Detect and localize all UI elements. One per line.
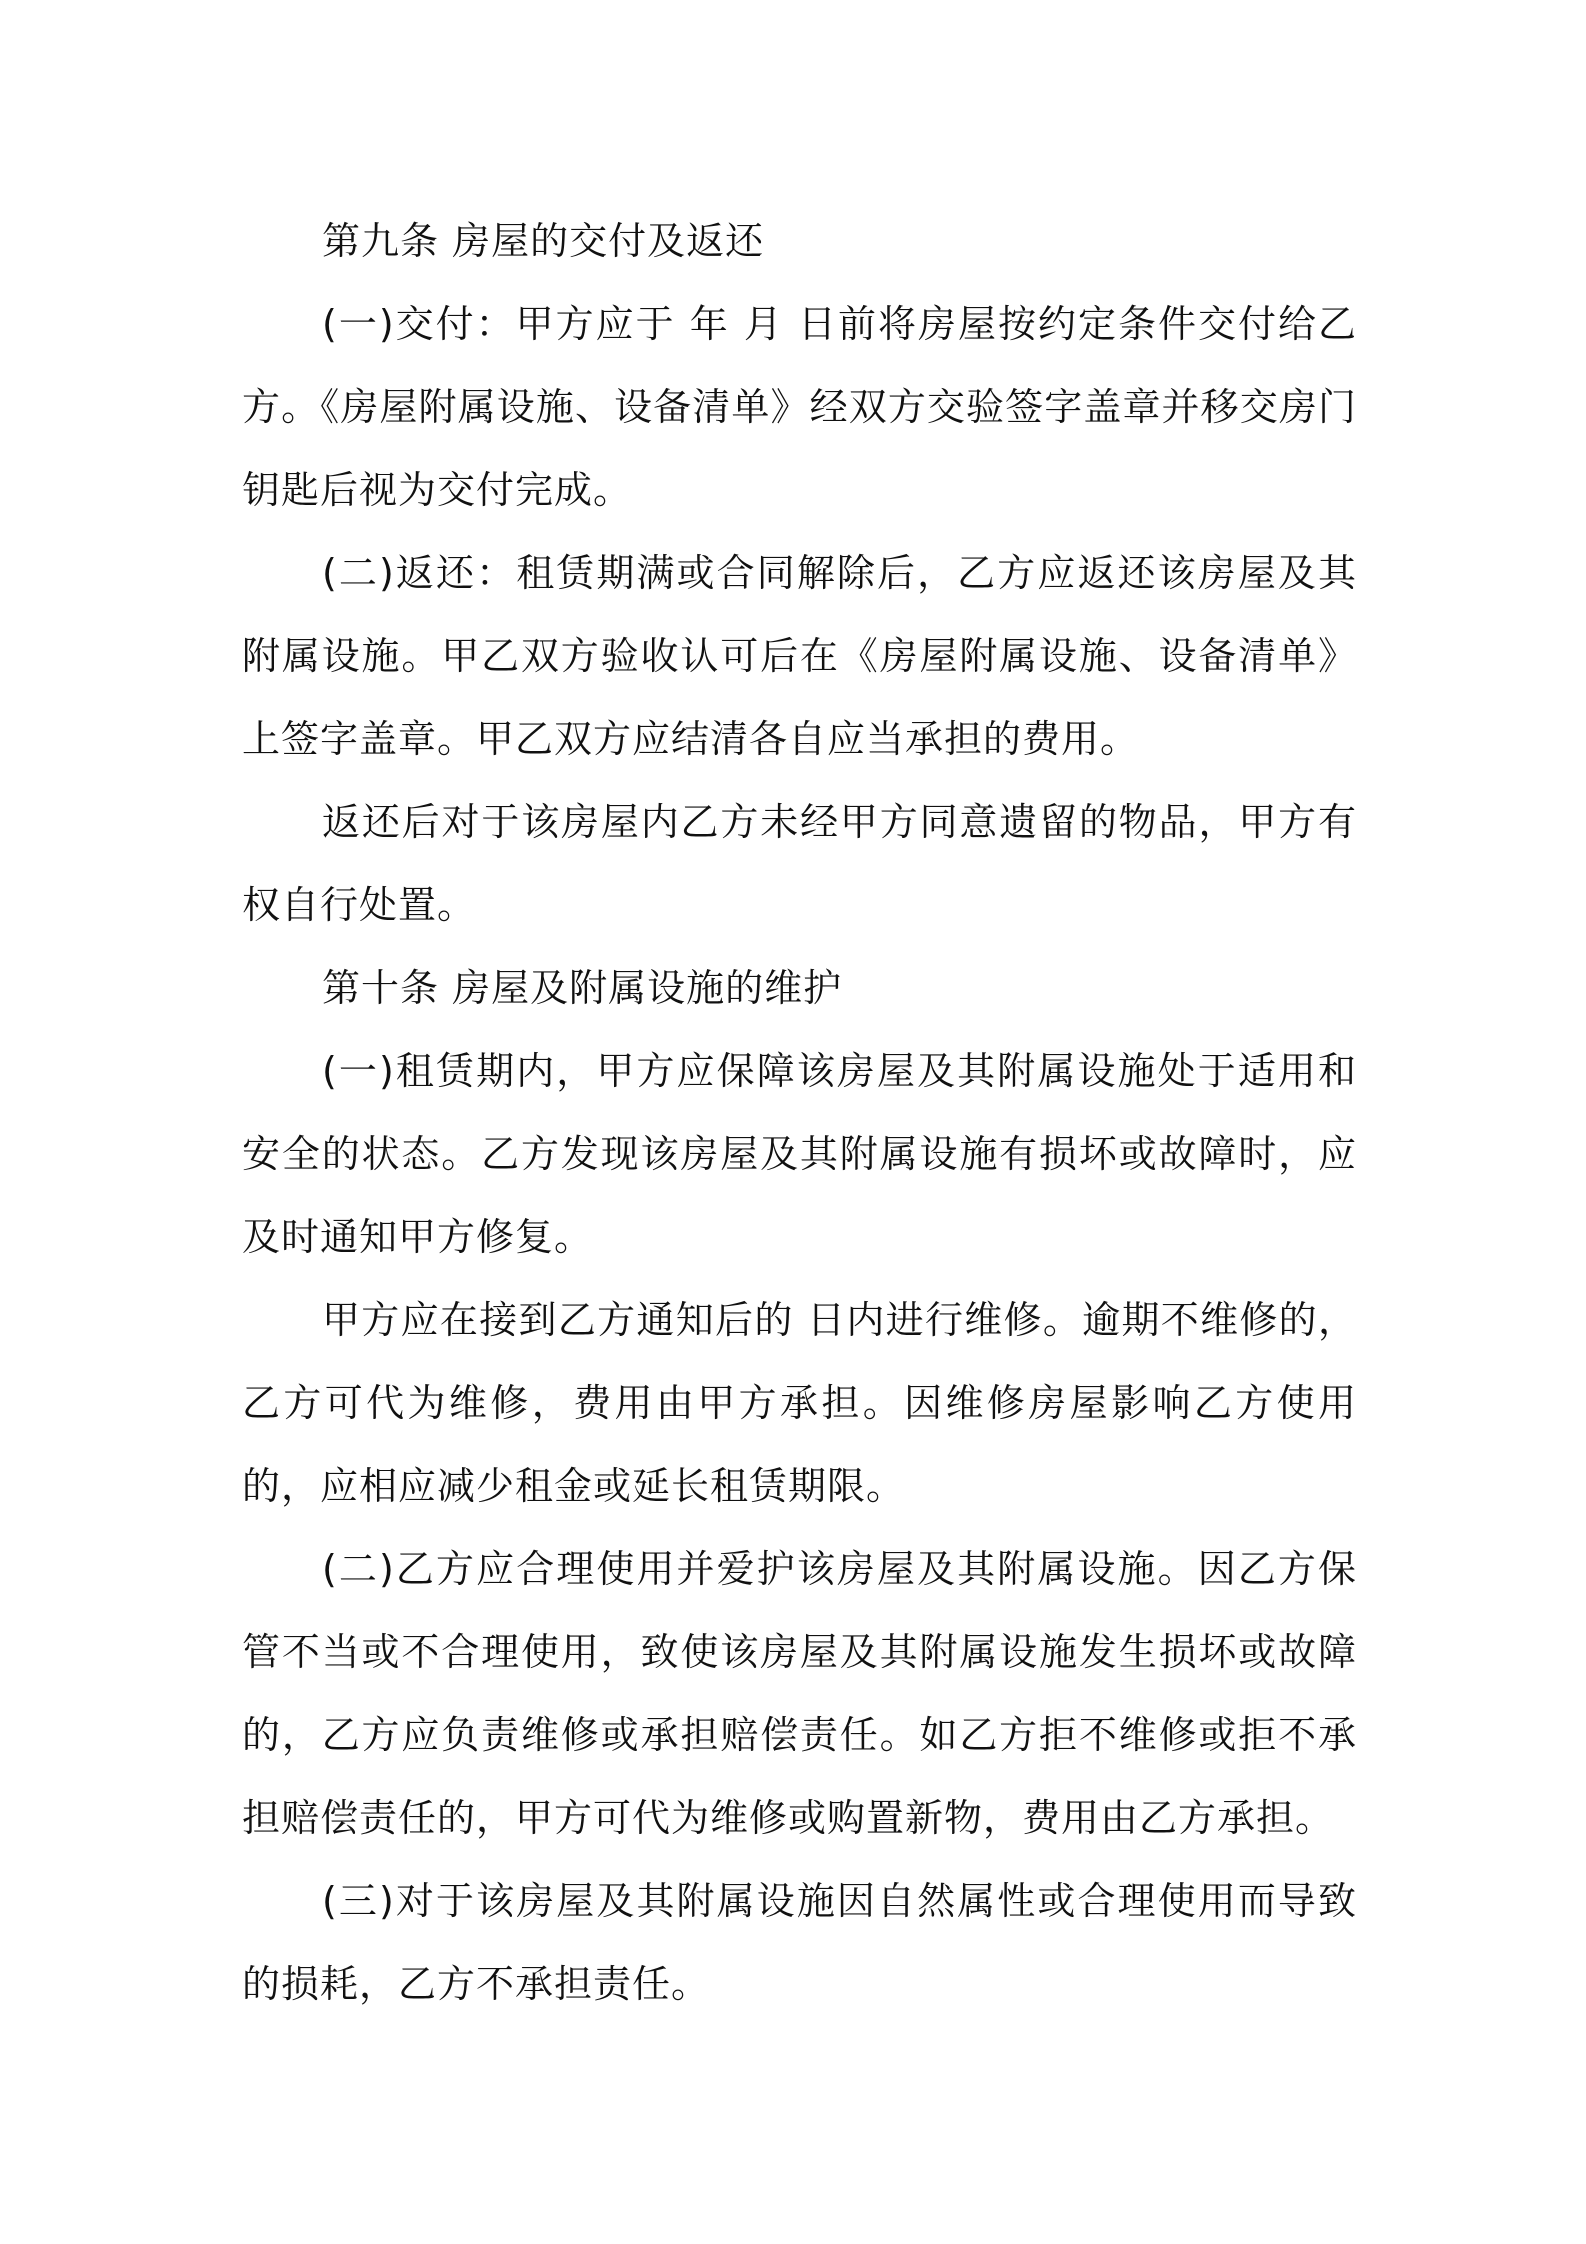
article-10-maintenance-paragraph: (一)租赁期内，甲方应保障该房屋及其附属设施处于适用和安全的状态。乙方发现该房屋及其附属设施有损坏或故障时，应及时通知甲方修复。 [242,1049,1357,1259]
article-9-leftover-items-paragraph: 返还后对于该房屋内乙方未经甲方同意遗留的物品，甲方有权自行处置。 [242,800,1357,927]
article-10-tenant-care-paragraph: (二)乙方应合理使用并爱护该房屋及其附属设施。因乙方保管不当或不合理使用，致使该房屋及其附属设施发生损坏或故障的，乙方应负责维修或承担赔偿责任。如乙方拒不维修或拒不承担赔偿责任的，甲方可代为维修或购置新物，费用由乙方承担。 [242,1547,1357,1840]
document-body [242,200,1357,2026]
article-9-delivery-paragraph: (一)交付：甲方应于 年 月 日前将房屋按约定条件交付给乙方。《房屋附属设施、设备清单》经双方交验签字盖章并移交房门钥匙后视为交付完成。 [242,302,1357,512]
article-9-title: 第九条 房屋的交付及返还 [322,219,765,263]
article-10-title: 第十条 房屋及附属设施的维护 [322,966,843,1010]
article-10-repair-deadline-paragraph: 甲方应在接到乙方通知后的 日内进行维修。逾期不维修的，乙方可代为维修，费用由甲方承担。因维修房屋影响乙方使用的，应相应减少租金或延长租赁期限。 [242,1298,1357,1508]
article-10-natural-wear-paragraph: (三)对于该房屋及其附属设施因自然属性或合理使用而导致的损耗，乙方不承担责任。 [242,1879,1357,2006]
article-9-return-paragraph: (二)返还：租赁期满或合同解除后，乙方应返还该房屋及其附属设施。甲乙双方验收认可后在《房屋附属设施、设备清单》上签字盖章。甲乙双方应结清各自应当承担的费用。 [242,551,1357,761]
